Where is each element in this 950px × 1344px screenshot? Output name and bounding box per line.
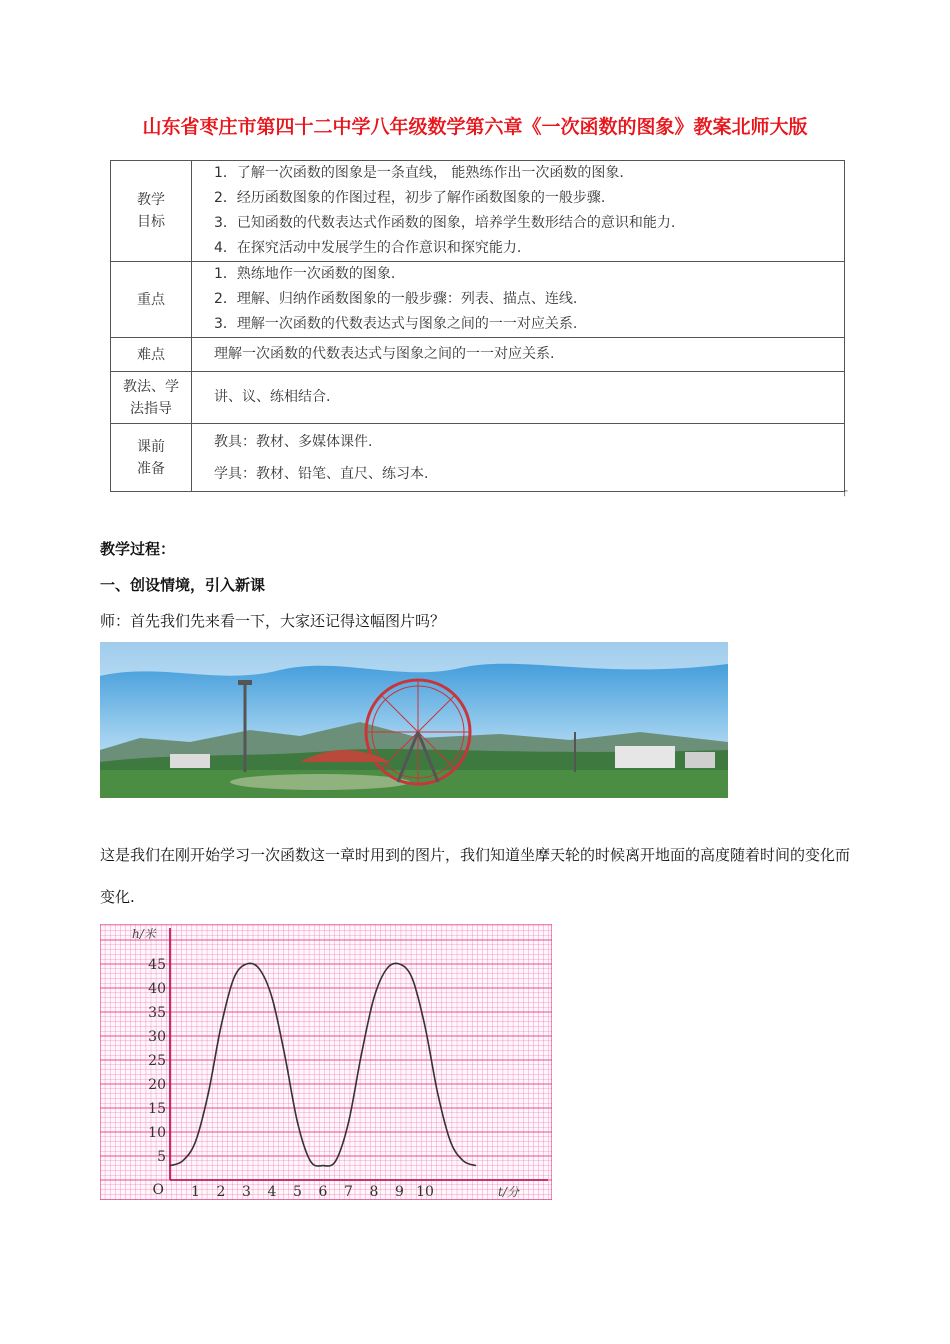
label-text: 教法、学 法指导 <box>123 378 179 417</box>
teacher-line: 师：首先我们先来看一下，大家还记得这幅图片吗？ <box>100 612 446 630</box>
label-text: 重点 <box>137 291 165 308</box>
content-line: 1．熟练地作一次函数的图象. <box>214 266 396 282</box>
page-title: 山东省枣庄市第四十二中学八年级数学第六章《一次函数的图象》教案北师大版 <box>142 116 808 138</box>
x-tick-label: 7 <box>344 1184 353 1200</box>
y-tick-label: 45 <box>148 957 166 973</box>
table-row <box>111 424 845 492</box>
y-tick-label: 35 <box>148 1005 166 1021</box>
row-content <box>192 262 845 338</box>
table-row <box>111 372 845 424</box>
x-tick-label: 6 <box>318 1184 328 1200</box>
row-label <box>111 424 192 492</box>
chart-background <box>100 924 552 1200</box>
content-line: 4．在探究活动中发展学生的合作意识和探究能力. <box>214 240 522 256</box>
height-time-chart <box>100 924 552 1200</box>
content-line: 教具：教材、多媒体课件. <box>214 433 373 450</box>
table-row <box>111 262 845 338</box>
row-content <box>192 338 845 372</box>
y-tick-label: 25 <box>148 1053 166 1069</box>
y-tick-label: 10 <box>148 1125 166 1141</box>
scan-corner-mark: ┌ <box>842 487 848 497</box>
x-tick-label: 3 <box>242 1184 251 1200</box>
x-tick-label: 5 <box>293 1184 302 1200</box>
content-line: 3．理解一次函数的代数表达式与图象之间的一一对应关系. <box>214 316 578 332</box>
y-tick-label: 30 <box>148 1029 166 1045</box>
x-tick-label: 2 <box>216 1184 226 1200</box>
row-label <box>111 262 192 338</box>
x-tick-label: 9 <box>395 1184 404 1200</box>
x-tick-label: 4 <box>267 1184 277 1200</box>
label-text: 难点 <box>137 346 165 363</box>
ferris-wheel-photo <box>100 642 728 798</box>
x-tick-label: 8 <box>369 1184 379 1200</box>
label-text: 教学 目标 <box>137 192 165 230</box>
content-line: 学具：教材、铅笔、直尺、练习本. <box>214 465 429 482</box>
row-label <box>111 372 192 424</box>
row-content <box>192 424 845 492</box>
x-axis-label: t/分 <box>498 1185 519 1199</box>
content-line: 2．理解、归纳作函数图象的一般步骤：列表、描点、连线. <box>214 291 578 307</box>
label-text: 课前 准备 <box>137 438 165 477</box>
content-line: 1．了解一次函数的图象是一条直线， 能熟练作出一次函数的图象. <box>214 165 624 181</box>
row-content <box>192 372 845 424</box>
y-tick-label: 15 <box>148 1101 166 1117</box>
content-line: 2．经历函数图象的作图过程，初步了解作函数图象的一般步骤. <box>214 190 606 206</box>
content-line: 3．已知函数的代数表达式作函数的图象，培养学生数形结合的意识和能力. <box>214 215 676 231</box>
x-tick-label: 10 <box>416 1184 434 1200</box>
y-tick-label: 20 <box>148 1077 166 1093</box>
photo-illustration <box>100 642 728 798</box>
lesson-info-table <box>110 160 845 492</box>
origin-label: O <box>152 1182 164 1198</box>
content-line: 讲、议、练相结合. <box>214 389 331 405</box>
x-tick-label: 1 <box>191 1184 200 1200</box>
section-heading: 一、创设情境，引入新课 <box>100 576 266 594</box>
row-label <box>111 338 192 372</box>
row-label <box>111 161 192 262</box>
y-tick-label: 40 <box>148 981 166 997</box>
table-row <box>111 338 845 372</box>
row-content <box>192 161 845 262</box>
chart-svg <box>100 924 552 1200</box>
process-heading: 教学过程： <box>100 540 176 558</box>
y-axis-label: h/米 <box>132 927 156 941</box>
content-line: 理解一次函数的代数表达式与图象之间的一一对应关系. <box>214 346 555 362</box>
y-tick-label: 5 <box>157 1149 166 1165</box>
table-row <box>111 161 845 262</box>
description-paragraph: 这是我们在刚开始学习一次函数这一章时用到的图片，我们知道坐摩天轮的时候离开地面的高度随着时间的变化而变化. <box>100 846 851 906</box>
